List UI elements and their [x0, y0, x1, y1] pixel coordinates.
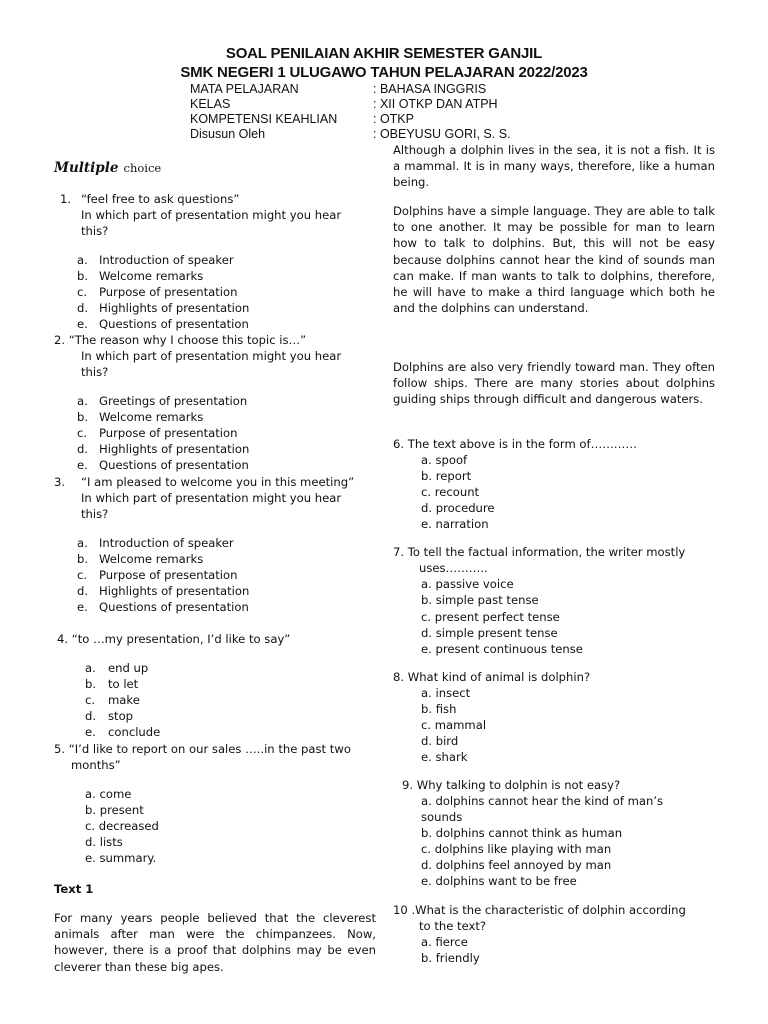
q4-line1: 4. “to …my presentation, I’d like to say” — [57, 632, 291, 646]
q8-opt-e: e. shark — [421, 750, 468, 764]
q1-opt-e-marker: e. — [77, 317, 88, 331]
q4-opt-b: to let — [108, 677, 139, 691]
q3-opt-e: Questions of presentation — [99, 600, 249, 614]
q3-line3: this? — [81, 507, 109, 521]
q9-opt-e: e. dolphins want to be free — [421, 874, 577, 888]
q4-opt-d: stop — [108, 709, 134, 723]
q6-line1: 6. The text above is in the form of………… — [393, 437, 637, 451]
meta-value-competence: : OTKP — [373, 112, 414, 126]
q8-line1: 8. What kind of animal is dolphin? — [393, 670, 591, 684]
q1-opt-c: Purpose of presentation — [99, 285, 238, 299]
q5-opt-d: d. lists — [85, 835, 123, 849]
q8-opt-d: d. bird — [421, 734, 459, 748]
meta-label-author: Disusun Oleh — [190, 127, 266, 141]
q5-opt-b: b. present — [85, 803, 144, 817]
q7-opt-e: e. present continuous tense — [421, 642, 583, 656]
q9-line1: 9. Why talking to dolphin is not easy? — [402, 778, 621, 792]
q4-opt-a: end up — [108, 661, 149, 675]
q2-line1: 2. “The reason why I choose this topic is…” — [54, 333, 307, 347]
q1-opt-a-marker: a. — [77, 253, 88, 267]
q3-opt-c: Purpose of presentation — [99, 568, 238, 582]
q5-line1: 5. “I’d like to report on our sales …..in the past two — [54, 742, 351, 756]
section-heading-a: Multiple — [54, 160, 119, 176]
reading-paragraph-2: Dolphins have a simple language. They are able to talk to one another. It may be possible for man to learn how to talk to dolphins. But, this will not be easy because dolphins cannot hear the kind of sounds man can make. If man wants to talk to dolphins, therefore, he will have to make a third language which both he and the dolphins can understand. — [393, 204, 715, 316]
q2-opt-c: Purpose of presentation — [99, 426, 238, 440]
q1-line2: In which part of presentation might you hear — [81, 208, 342, 222]
q4-opt-c: make — [108, 693, 140, 707]
q6-opt-d: d. procedure — [421, 501, 495, 515]
q5-line2: months” — [71, 758, 121, 772]
q7-line1: 7. To tell the factual information, the writer mostly — [393, 545, 686, 559]
q10-opt-b: b. friendly — [421, 951, 480, 965]
q7-opt-c: c. present perfect tense — [421, 610, 560, 624]
q10-line1: 10 .What is the characteristic of dolphin according — [393, 903, 686, 917]
q10-line2: to the text? — [419, 919, 487, 933]
q6-opt-e: e. narration — [421, 517, 489, 531]
q4-opt-a-marker: a. — [85, 661, 96, 675]
q2-opt-e: Questions of presentation — [99, 458, 249, 472]
exam-title: SOAL PENILAIAN AKHIR SEMESTER GANJIL — [225, 45, 543, 62]
q2-opt-b: Welcome remarks — [99, 410, 204, 424]
q4-opt-c-marker: c. — [85, 693, 96, 707]
q9-opt-c: c. dolphins like playing with man — [421, 842, 612, 856]
q1-opt-b: Welcome remarks — [99, 269, 204, 283]
meta-value-subject: : BAHASA INGGRIS — [373, 82, 487, 96]
school-title: SMK NEGERI 1 ULUGAWO TAHUN PELAJARAN 2022/2023 — [180, 64, 588, 81]
q3-number: 3. — [54, 475, 66, 489]
meta-value-class: : XII OTKP DAN ATPH — [373, 97, 498, 111]
q1-opt-c-marker: c. — [77, 285, 88, 299]
q10-opt-a: a. fierce — [421, 935, 468, 949]
q9-opt-a-cont: sounds — [421, 810, 463, 824]
q2-opt-d-marker: d. — [77, 442, 89, 456]
q4-opt-e: conclude — [108, 725, 161, 739]
q1-opt-d-marker: d. — [77, 301, 89, 315]
q3-opt-a-marker: a. — [77, 536, 88, 550]
q7-opt-d: d. simple present tense — [421, 626, 558, 640]
q2-opt-c-marker: c. — [77, 426, 88, 440]
q1-number: 1. — [60, 192, 72, 206]
q2-opt-a-marker: a. — [77, 394, 88, 408]
text1-paragraph: For many years people believed that the cleverest animals after man were the chimpanzees. Now, however, there is a proof that dolphins may be even cleverer than these big apes. — [54, 911, 376, 974]
reading-paragraph-3: Dolphins are also very friendly toward man. They often follow ships. There are many stories about dolphins guiding ships through difficult and dangerous waters. — [393, 360, 715, 407]
q6-opt-c: c. recount — [421, 485, 480, 499]
q7-opt-b: b. simple past tense — [421, 593, 539, 607]
meta-label-class: KELAS — [190, 97, 231, 111]
q2-opt-e-marker: e. — [77, 458, 88, 472]
q2-opt-b-marker: b. — [77, 410, 89, 424]
q9-opt-a: a. dolphins cannot hear the kind of man’s — [421, 794, 664, 808]
q6-opt-b: b. report — [421, 469, 472, 483]
q4-opt-d-marker: d. — [85, 709, 97, 723]
meta-value-author: : OBEYUSU GORI, S. S. — [373, 127, 511, 141]
q2-opt-a: Greetings of presentation — [99, 394, 248, 408]
q6-opt-a: a. spoof — [421, 453, 468, 467]
q8-opt-a: a. insect — [421, 686, 471, 700]
q4-opt-e-marker: e. — [85, 725, 96, 739]
q8-opt-b: b. fish — [421, 702, 457, 716]
q2-line2: In which part of presentation might you hear — [81, 349, 342, 363]
q1-line3: this? — [81, 224, 109, 238]
q3-line2: In which part of presentation might you hear — [81, 491, 342, 505]
q8-opt-c: c. mammal — [421, 718, 487, 732]
q1-opt-a: Introduction of speaker — [99, 253, 234, 267]
q3-opt-c-marker: c. — [77, 568, 88, 582]
section-heading — [54, 157, 161, 176]
q1-opt-d: Highlights of presentation — [99, 301, 250, 315]
q1-opt-b-marker: b. — [77, 269, 89, 283]
q5-opt-e: e. summary. — [85, 851, 157, 865]
q3-opt-d-marker: d. — [77, 584, 89, 598]
q2-line3: this? — [81, 365, 109, 379]
section-heading-b: choice — [123, 161, 162, 175]
q5-opt-a: a. come — [85, 787, 132, 801]
q9-opt-b: b. dolphins cannot think as human — [421, 826, 623, 840]
q5-opt-c: c. decreased — [85, 819, 159, 833]
q7-opt-a: a. passive voice — [421, 577, 514, 591]
q3-opt-b: Welcome remarks — [99, 552, 204, 566]
q9-opt-d: d. dolphins feel annoyed by man — [421, 858, 612, 872]
q1-line1: “feel free to ask questions” — [81, 192, 240, 206]
q4-opt-b-marker: b. — [85, 677, 97, 691]
text1-title: Text 1 — [54, 882, 94, 896]
reading-paragraph-1: Although a dolphin lives in the sea, it is not a fish. It is a mammal. It is in many ways, therefore, like a human being. — [393, 143, 715, 190]
q2-opt-d: Highlights of presentation — [99, 442, 250, 456]
q3-opt-a: Introduction of speaker — [99, 536, 234, 550]
q3-opt-d: Highlights of presentation — [99, 584, 250, 598]
q7-line2: uses……….. — [419, 561, 488, 575]
q3-opt-e-marker: e. — [77, 600, 88, 614]
meta-label-competence: KOMPETENSI KEAHLIAN — [190, 112, 338, 126]
q3-opt-b-marker: b. — [77, 552, 89, 566]
meta-label-subject: MATA PELAJARAN — [190, 82, 299, 96]
q3-line1: “I am pleased to welcome you in this meeting” — [81, 475, 355, 489]
q1-opt-e: Questions of presentation — [99, 317, 249, 331]
